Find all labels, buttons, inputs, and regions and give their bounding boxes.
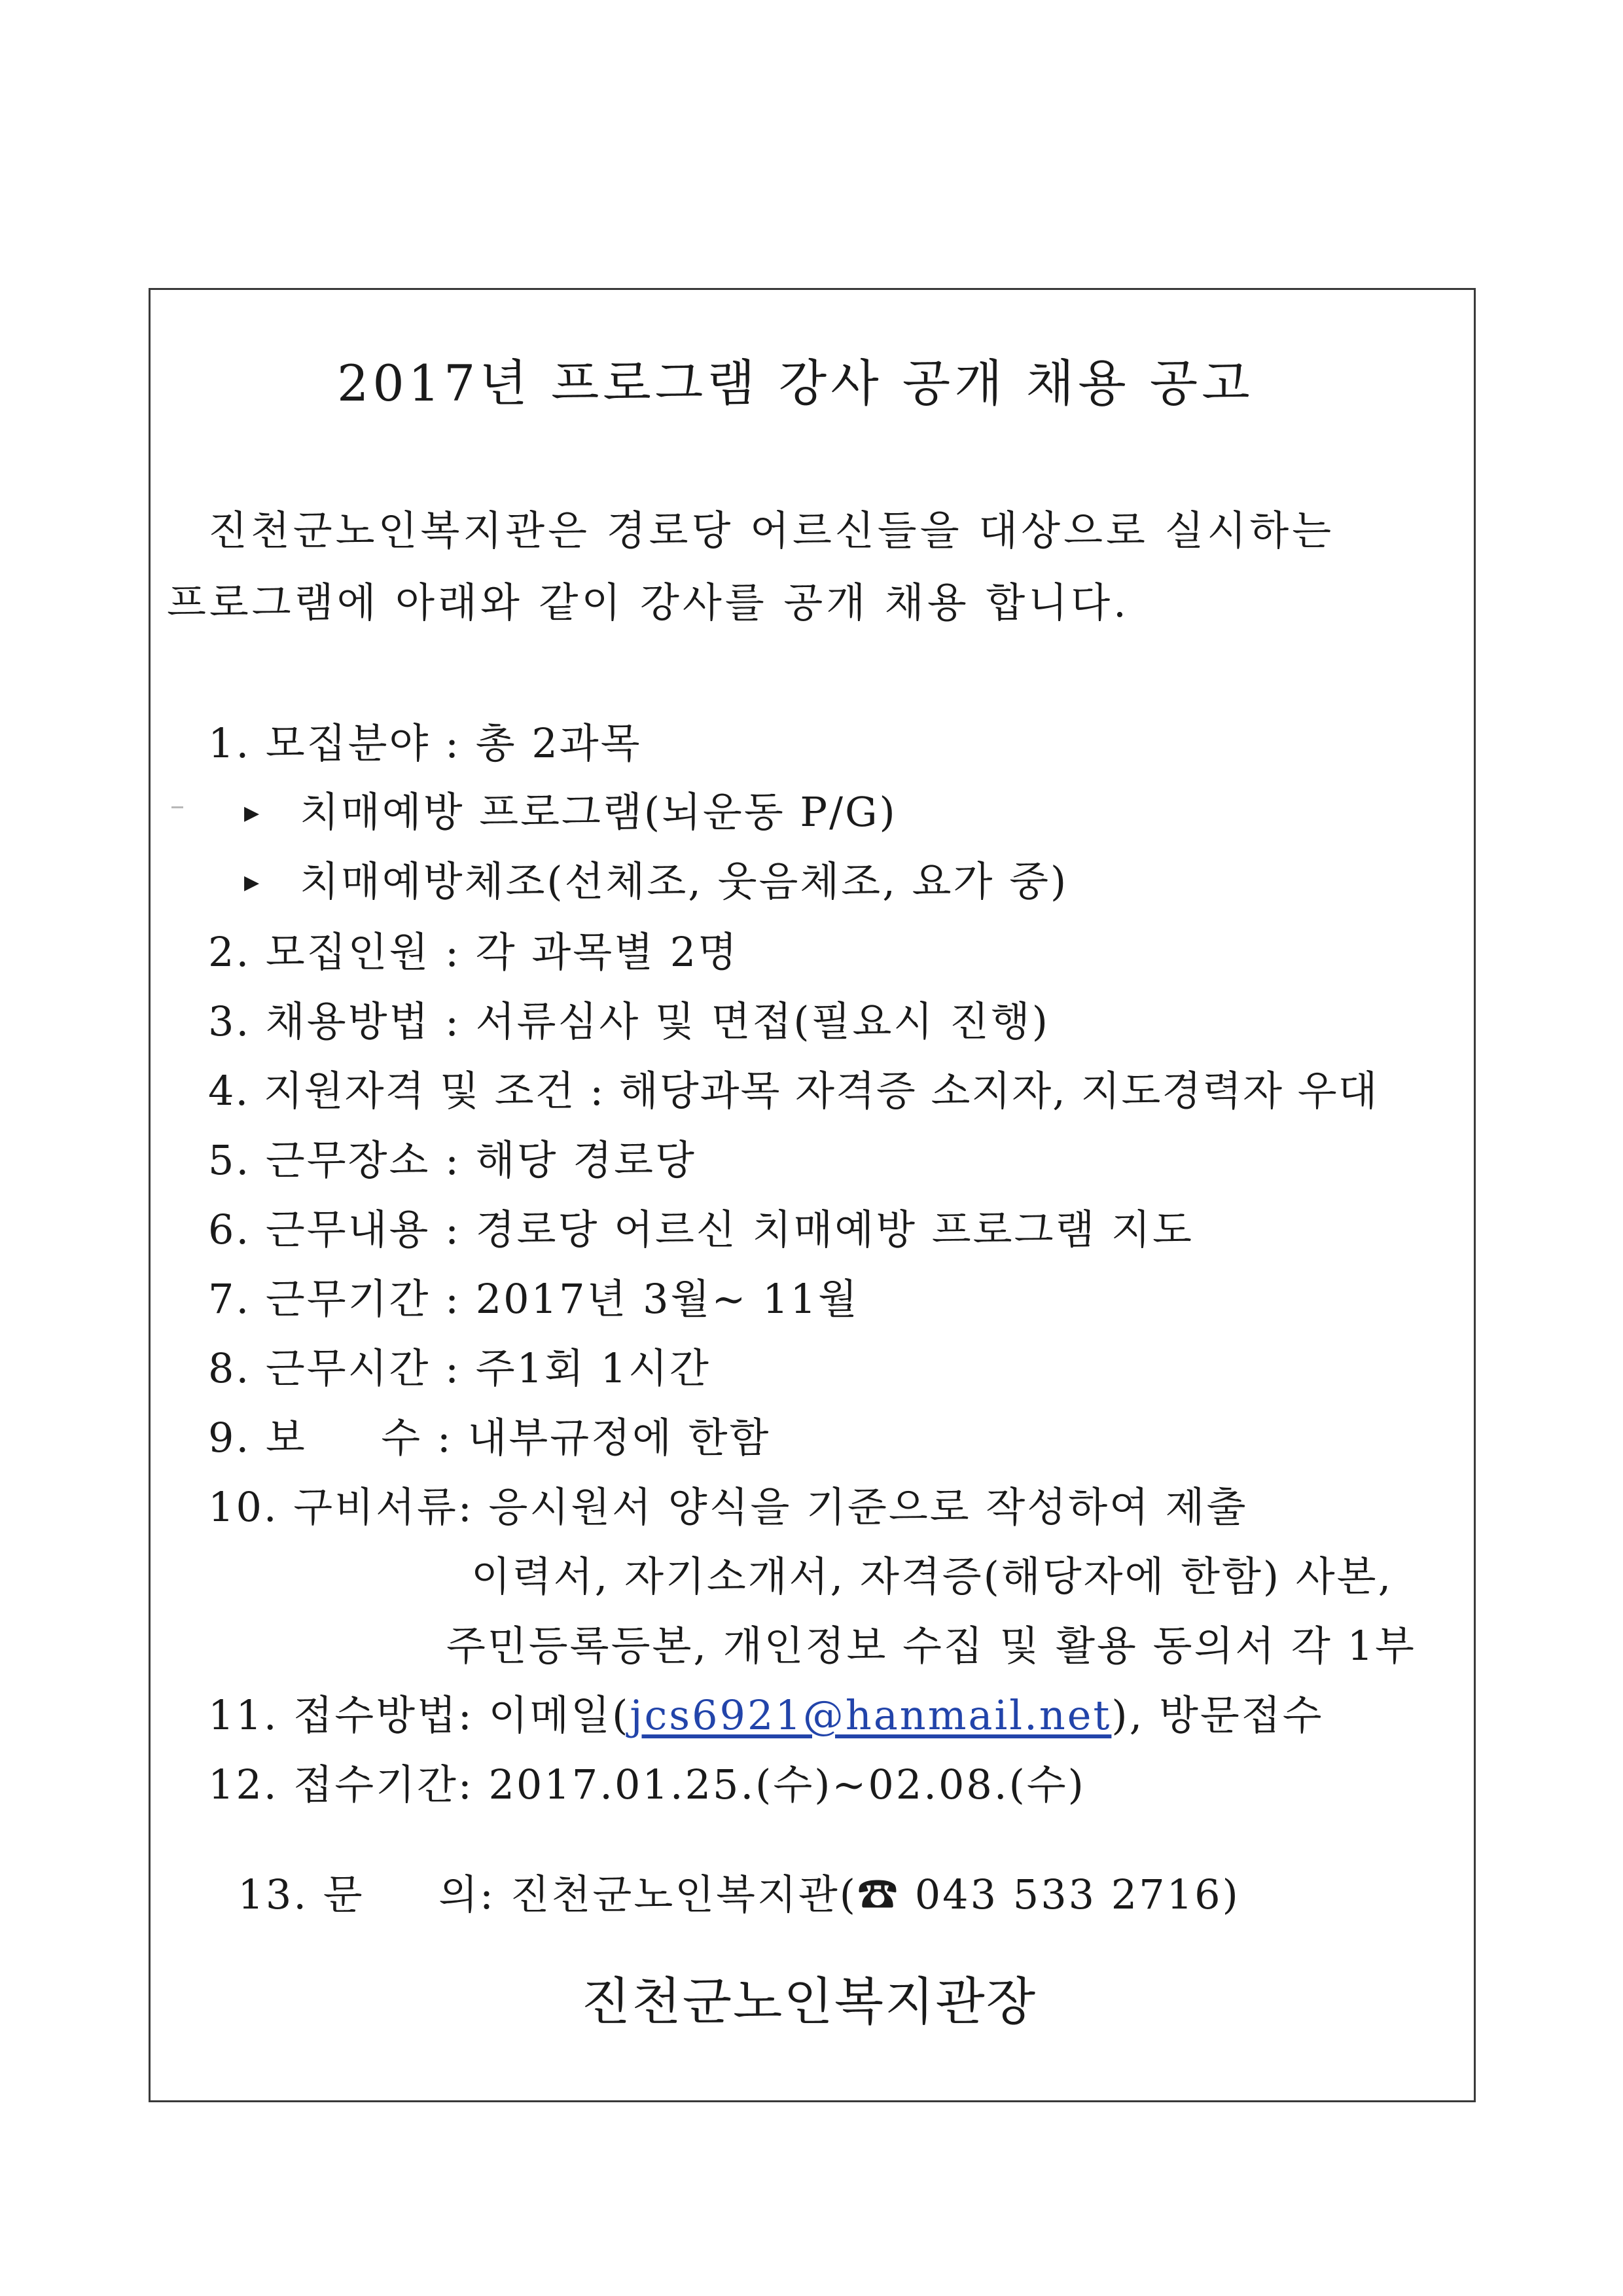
intro-line-2: 프로그램에 아래와 같이 강사를 공개 채용 합니다. [167,579,1130,626]
item-5: 5. 근무장소 : 해당 경로당 [208,1136,696,1184]
issuer-signature: 진천군노인복지관장 [581,1973,1037,2032]
item-4: 4. 지원자격 및 조건 : 해당과목 자격증 소지자, 지도경력자 우대 [208,1067,1379,1115]
phone-number: 043 533 2716) [900,1871,1240,1918]
notice-border [149,288,1476,2102]
notice-title: 2017년 프로그램 강사 공개 채용 공고 [337,354,1254,412]
item-13 [208,1834,1240,1918]
item-13-label: 13. 문 의: 진천군노인복지관( [238,1871,857,1918]
item-1: 1. 모집분야 : 총 2과목 [208,719,642,767]
bullet-arrow-icon: ▶ [244,871,262,894]
bullet-arrow-icon: ▶ [244,802,262,825]
email-link[interactable]: jcs6921@hanmail.net [630,1691,1112,1739]
bullet-item-2 [244,857,1069,905]
item-11 [208,1691,1324,1739]
item-8: 8. 근무시간 : 주1회 1시간 [208,1344,711,1392]
item-12: 12. 접수기간: 2017.01.25.(수)~02.08.(수) [208,1761,1086,1808]
item-6: 6. 근무내용 : 경로당 어르신 치매예방 프로그램 지도 [208,1206,1194,1253]
item-11-label: 11. 접수방법: 이메일( [208,1691,630,1739]
bullet-item-2-text: 치매예방체조(선체조, 웃음체조, 요가 중) [300,857,1069,905]
scan-speck [171,806,183,808]
bullet-item-1 [244,788,897,836]
bullet-item-1-text: 치매예방 프로그램(뇌운동 P/G) [300,788,897,836]
item-2: 2. 모집인원 : 각 과목별 2명 [208,928,740,976]
item-10-line-3: 주민등록등본, 개인정보 수집 및 활용 동의서 각 1부 [446,1622,1416,1670]
item-3: 3. 채용방법 : 서류심사 및 면접(필요시 진행) [208,997,1050,1045]
intro-line-1: 진천군노인복지관은 경로당 어르신들을 대상으로 실시하는 [208,507,1335,554]
item-7: 7. 근무기간 : 2017년 3월~ 11월 [208,1275,859,1323]
item-10-line-2: 이력서, 자기소개서, 자격증(해당자에 한함) 사본, [471,1552,1393,1600]
item-10: 10. 구비서류: 응시원서 양식을 기준으로 작성하여 제출 [208,1483,1248,1531]
item-9: 9. 보 수 : 내부규정에 한함 [208,1414,771,1462]
phone-icon: ☎ [857,1871,900,1918]
item-11-suffix: ), 방문접수 [1111,1691,1324,1739]
